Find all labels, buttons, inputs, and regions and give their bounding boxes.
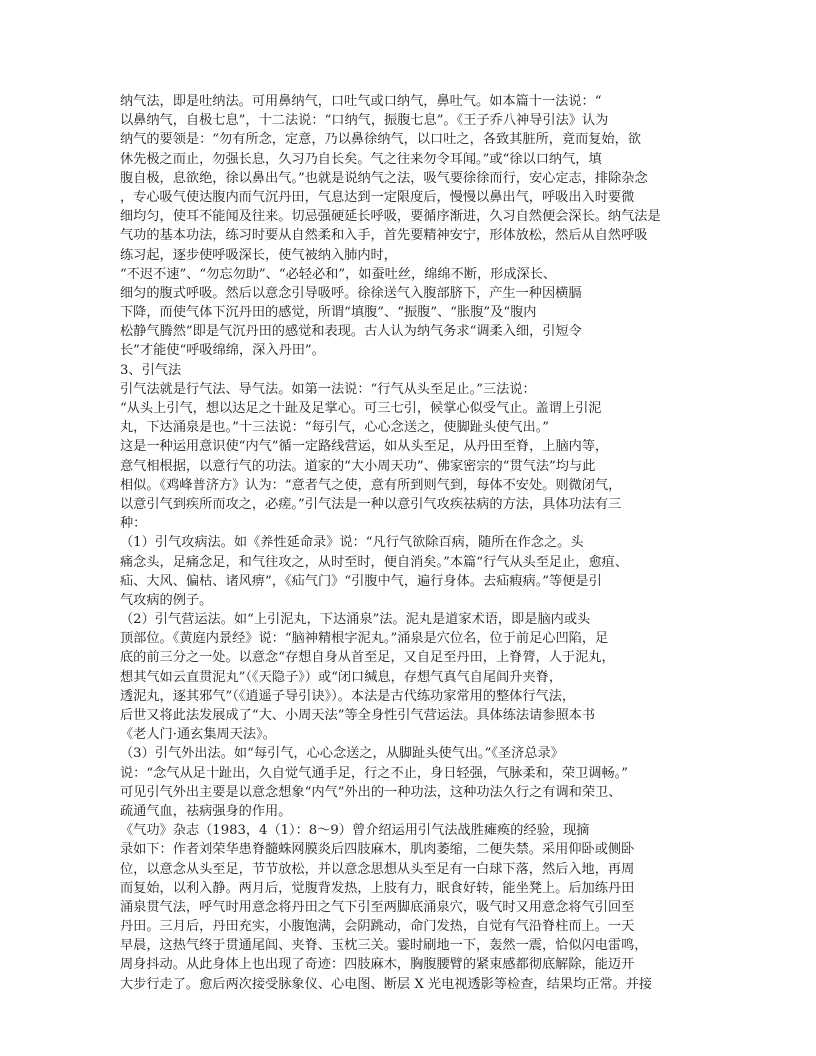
text-line: 想其气如云直贯泥丸”（《天隐子》）或“闭口缄息，存想气真气自尾闾升夹脊， [120,669,563,685]
text-line: 这是一种运用意识使“内气”循一定路线营运，如从头至足，从丹田至脊，上脑内等， [120,439,609,455]
text-line: 底的前三分之一处。以意念“存想自身从首至足，又自足至丹田，上脊膂，人于泥丸， [120,650,615,666]
text-line: 纳气法，即是吐纳法。可用鼻纳气，口吐气或口纳气，鼻吐气。如本篇十一法说：“ [120,94,602,109]
text-line: 疏通气血，祛病强身的作用。 [120,803,292,819]
text-line: 顶部位。《黄庭内景经》说：“脑神精根字泥丸。”涌泉是穴位名，位于前足心凹陷，足 [120,631,609,647]
text-line: 意气相根据，以意行气的功法。道家的“大小周天功”、佛家密宗的“贯气法”均与此 [120,458,596,474]
text-line: 气攻病的例子。 [120,592,213,608]
text-line: 《气功》杂志（1983，4（1）：8～9）曾介绍运用引气法战胜瘫痪的经验，现摘 [120,823,590,839]
text-line: 涌泉贯气法，呼气时用意念将丹田之气下引至两脚底涌泉穴，吸气时又用意念将气引回至 [120,899,635,915]
text-line: （1）引气攻病法。如《养性延命录》说：“凡行气欲除百病，随所在作念之。头 [120,535,584,551]
text-line: （2）引气营运法。如“上引泥丸，下达涌泉”法。泥丸是道家术语，即是脑内或头 [120,612,591,628]
text-line: “不迟不速”、“勿忘勿助”、“必轻必和”，如蚕吐丝，绵绵不断，形成深长、 [120,266,557,282]
text-line: 松静气腾然”即是气沉丹田的感觉和表现。古人认为纳气务求“调柔入细，引短令 [120,324,582,340]
text-line: 疝、大风、偏枯、诸风痹”，《疝气门》“引腹中气，遍行身体。去疝瘕病。”等便是引 [120,573,602,589]
text-line: 痛念头，足痛念足，和气往攻之，从时至时，便自消矣。”本篇“行气从头至足止，愈疽、 [120,554,629,570]
body-text [120,92,700,994]
text-line: 种： [120,516,147,532]
text-line: 纳气的要领是：“勿有所念，定意，乃以鼻徐纳气，以口吐之，各致其脏所，竟而复始，欲 [120,132,642,148]
text-line: ，专心吸气使达腹内而气沉丹田，气息达到一定限度后，慢慢以鼻出气，呼吸出入时要微 [120,189,635,205]
text-line: 下降，而使气体下沉丹田的感觉，所谓“填腹”、“振腹”、“胀腹”及“腹内 [120,305,537,321]
text-line: 说：“念气从足十趾出，久自觉气通手足，行之不止，身日轻强，气脉柔和，荣卫调畅。” [120,765,629,781]
text-line: 细匀的腹式呼吸。然后以意念引导吸呼。徐徐送气入腹部脐下，产生一种因横膈 [120,285,582,301]
text-line: 《老人门·通玄集周天法》。 [120,727,276,743]
text-line: 练习起，逐步使呼吸深长，使气被纳入肺内时， [120,247,397,263]
text-line: 丹田。三月后，丹田充实，小腹饱满，会阴跳动，命门发热，自觉有气沿脊柱而上。一天 [120,919,635,935]
text-line: 后世又将此法发展成了“大、小周天法”等全身性引气营运法。具体练法请参照本书 [120,708,596,723]
text-line: 细均匀，使耳不能闻及往来。切忌强硬延长呼吸，要循序渐进，久习自然便会深长。纳气法是 [120,209,661,225]
text-line: 长”才能使“呼吸绵绵，深入丹田”。 [120,343,325,359]
text-line: 周身抖动。从此身体上也出现了奇迹：四肢麻木，胸腹腰臂的紧束感都彻底解除，能迈开 [120,957,635,973]
text-line: 3、引气法 [120,362,182,378]
text-line: 大步行走了。愈后两次接受脉象仪、心电图、断层 X 光电视透影等检查，结果均正常。并接 [120,976,653,992]
text-line: 腹自极，息欲绝，徐以鼻出气。”也就是说纳气之法，吸气要徐徐而行，安心定志，排除杂念 [120,170,648,186]
text-line: 录如下：作者刘荣华患脊髓蛛网膜炎后四肢麻木，肌肉萎缩，二便失禁。采用仰卧或侧卧 [120,842,635,858]
text-line: 而复始，以利入静。两月后，觉腹背发热，上肢有力，眠食好转，能坐凳上。后加练丹田 [120,880,635,896]
text-line: 引气法就是行气法、导气法。如第一法说：“行气从头至足止。”三法说： [120,381,536,397]
text-line: 可见引气外出主要是以意念想象“内气”外出的一种功法，这种功法久行之有调和荣卫、 [120,784,622,800]
text-line: 气功的基本功法，练习时要从自然柔和入手，首先要精神安宁，形体放松，然后从自然呼吸 [120,228,648,244]
text-line: 透泥丸，逐其邪气”（《逍遥子导引诀》）。本法是古代练功家常用的整体行气法， [120,688,576,704]
text-line: “从头上引气，想以达足之十趾及足掌心。可三七引，候掌心似受气止。盖谓上引泥 [120,401,602,416]
text-line: 休先极之而止，勿强长息，久习乃自长矣。气之往来勿令耳闻。”或“徐以口纳气，填 [120,151,602,167]
text-line: 位，以意念从头至足，节节放松，并以意念思想从头至足有一白球下落，然后入地，再周 [120,861,635,877]
text-line: 丸，下达涌泉是也。”十三法说：“每引气，心心念送之，使脚趾头使气出。” [120,420,550,436]
text-line: 以意引气到疾所而攻之，必瘥。”引气法是一种以意引气攻疾祛病的方法，具体功法有三 [120,496,622,512]
text-line: （3）引气外出法。如“每引气，心心念送之，从脚趾头使气出。”《圣济总录》 [120,746,564,762]
text-line: 以鼻纳气，自极七息”，十二法说：“口纳气，振腹七息”。《王子乔八神导引法》认为 [120,113,609,129]
text-line: 早晨，这热气终于贯通尾闾、夹脊、玉枕三关。霎时刷地一下，轰然一震，恰似闪电雷鸣， [120,938,648,954]
text-line: 相似。《鸡峰普济方》认为：“意者气之使，意有所到则气到，每体不安处。则微闭气， [120,477,622,493]
